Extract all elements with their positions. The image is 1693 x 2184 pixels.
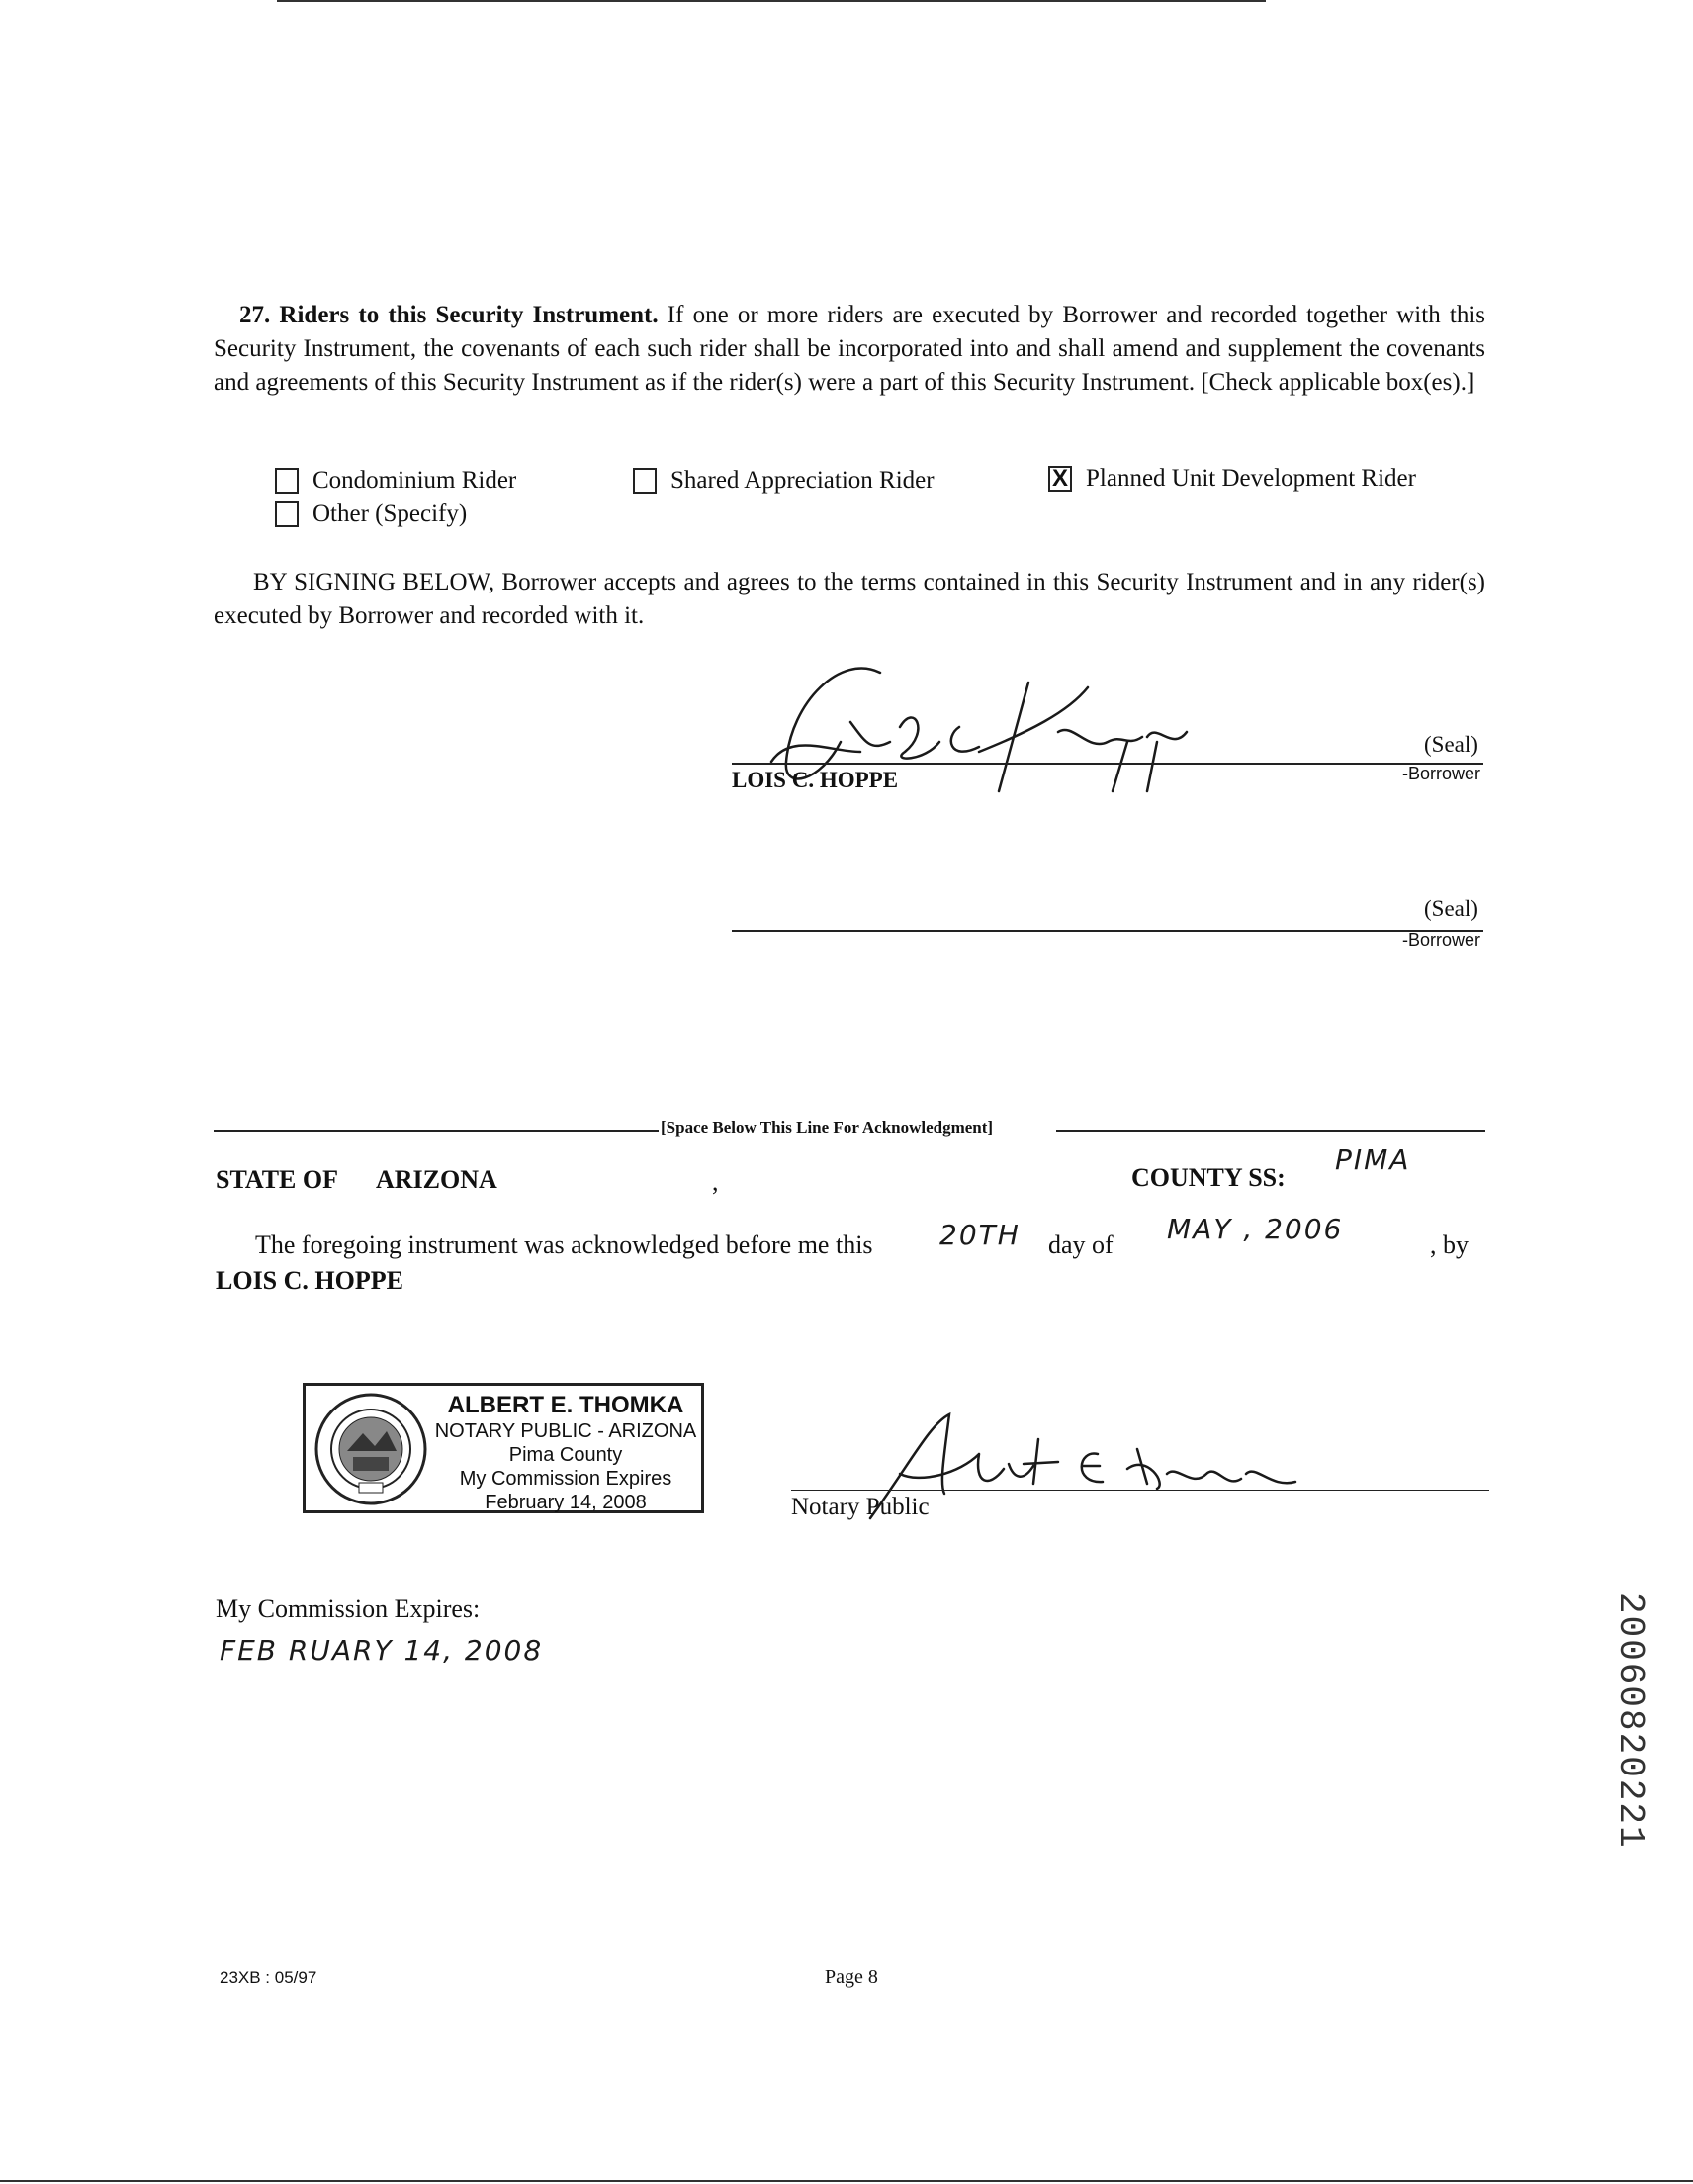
section-27-body: If one or more riders are executed by Borrower and recorded together with this Security Instrument, the covenants of each such rider shall be incorporated into and shall amend and supplement the covenants and agreements of this Security Instrument as if the rider(s) were a part of this Security Instrument. [Check applicable box(es).] — [214, 302, 1485, 396]
borrower-2-signature-line — [732, 930, 1483, 932]
ack-name: LOIS C. HOPPE — [216, 1266, 403, 1295]
stamp-line-1: NOTARY PUBLIC - ARIZONA — [434, 1420, 697, 1442]
borrower-2-role: -Borrower — [1402, 930, 1481, 950]
section-27-number: 27. — [239, 302, 271, 328]
condominium-rider-label: Condominium Rider — [312, 467, 517, 494]
shared-appreciation-rider-checkbox[interactable] — [633, 468, 657, 494]
notary-signature-line — [791, 1490, 1489, 1491]
condominium-rider-checkbox[interactable] — [275, 468, 299, 494]
stamp-line-3: My Commission Expires — [459, 1468, 672, 1490]
shared-appreciation-rider-label: Shared Appreciation Rider — [670, 467, 935, 494]
other-rider-label: Other (Specify) — [312, 500, 468, 527]
pud-rider-label: Planned Unit Development Rider — [1086, 465, 1416, 492]
stamp-notary-name: ALBERT E. THOMKA — [447, 1392, 684, 1418]
by-signing-paragraph — [214, 566, 1485, 633]
ack-month-year: MAY , 2006 — [1167, 1213, 1344, 1245]
commission-value: FEB RUARY 14, 2008 — [220, 1634, 544, 1667]
footer-page-number: Page 8 — [825, 1966, 878, 1988]
borrower-1-seal: (Seal) — [1424, 732, 1478, 757]
stamp-text-block — [432, 1392, 699, 1514]
borrower-1-role: -Borrower — [1402, 764, 1481, 783]
commission-label: My Commission Expires: — [216, 1594, 481, 1623]
borrower-1-name: LOIS C. HOPPE — [732, 768, 899, 792]
bottom-border-line — [0, 2180, 1693, 2182]
state-value: ARIZONA — [376, 1165, 497, 1194]
ack-day-of: day of — [1048, 1230, 1114, 1259]
other-rider-option[interactable] — [275, 500, 467, 528]
by-signing-text: BY SIGNING BELOW, Borrower accepts and agrees to the terms contained in this Security Instrument and in any rider(s) executed by Borrower and recorded with it. — [214, 569, 1485, 629]
section-27-paragraph — [214, 299, 1485, 400]
other-rider-checkbox[interactable] — [275, 501, 299, 527]
borrower-1-signature-line — [732, 763, 1483, 765]
pud-rider-option[interactable] — [1048, 465, 1416, 493]
ack-separator-label: [Space Below This Line For Acknowledgment] — [661, 1118, 994, 1137]
section-27-title: Riders to this Security Instrument. — [279, 302, 659, 328]
ack-day: 20TH — [939, 1219, 1021, 1251]
stamp-line-2: Pima County — [508, 1444, 623, 1466]
notary-stamp — [303, 1383, 704, 1513]
ack-separator-line-left — [214, 1130, 659, 1132]
county-value: PIMA — [1335, 1143, 1411, 1176]
state-comma: , — [712, 1167, 719, 1196]
notary-label: Notary Public — [791, 1494, 930, 1520]
county-label: COUNTY SS: — [1131, 1163, 1286, 1192]
borrower-2-seal: (Seal) — [1424, 896, 1478, 921]
ack-separator-line-right — [1056, 1130, 1485, 1132]
side-recording-number: 20060820221 — [1610, 1592, 1650, 1850]
state-label: STATE OF — [216, 1165, 339, 1194]
pud-rider-checkbox[interactable] — [1048, 466, 1072, 492]
shared-appreciation-rider-option[interactable] — [633, 467, 935, 495]
condominium-rider-option[interactable] — [275, 467, 516, 495]
arizona-state-seal — [313, 1392, 428, 1506]
top-border-line — [277, 0, 1266, 2]
stamp-line-4: February 14, 2008 — [485, 1492, 647, 1513]
footer-form-number: 23XB : 05/97 — [220, 1968, 317, 1987]
ack-text-before: The foregoing instrument was acknowledged before me this — [255, 1230, 873, 1259]
ack-by: , by — [1430, 1230, 1469, 1259]
